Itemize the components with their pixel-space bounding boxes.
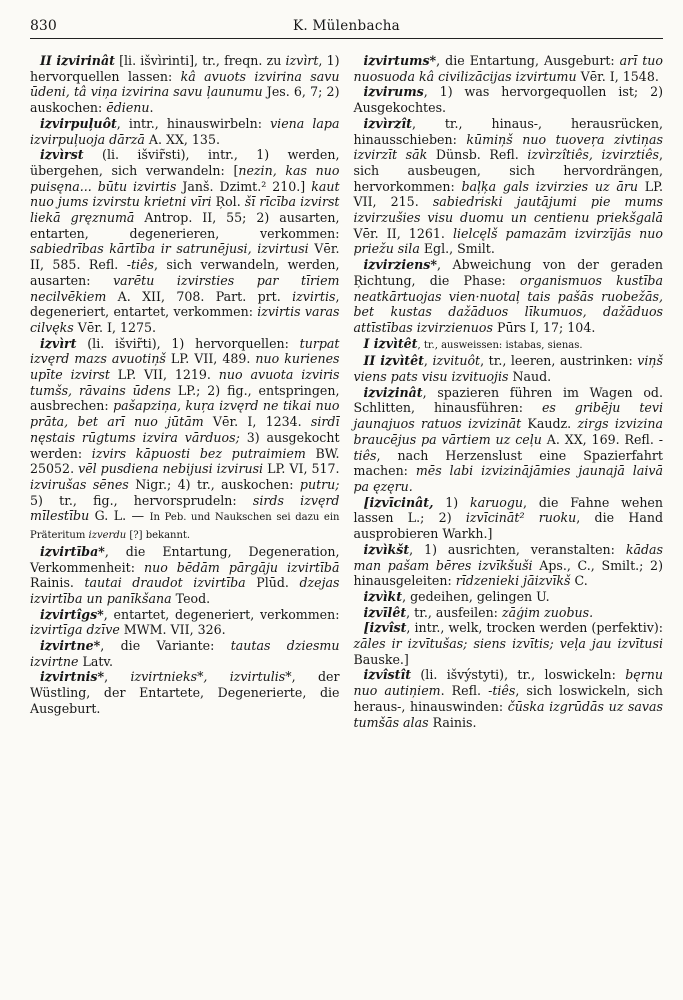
entry-text: Egl., Smilt. xyxy=(419,241,495,257)
entry-example: sirds izvęrd mīlestību xyxy=(30,492,340,524)
entry-text: G. L. — xyxy=(89,508,150,524)
entry-headword: izvìkt xyxy=(363,588,403,604)
entry-text: , xyxy=(104,669,131,685)
entry-text: , 1) hervorquellen lassen: xyxy=(30,53,340,84)
entry-text: , gedeihen, gelingen U. xyxy=(402,588,550,604)
entry-text: , sich verwandeln, werden, ausarten: xyxy=(30,257,340,288)
entry-example: sirdī nęstais rūgtums izvira vārduos; xyxy=(30,414,340,445)
entry-headword: [izvîst xyxy=(363,620,407,636)
entry-headword: izvirziens* xyxy=(363,257,437,273)
dictionary-entry xyxy=(354,116,664,257)
entry-text: Aps., C., Smilt.; 2) hinausgeleiten: xyxy=(353,557,663,589)
entry-text: Plūd. xyxy=(245,575,300,591)
entry-headword: izvìrst xyxy=(40,147,84,163)
running-title: K. Mülenbacha xyxy=(292,18,401,34)
entry-text: Vēr. I, 1234. xyxy=(203,414,311,430)
dictionary-entry xyxy=(30,116,340,147)
entry-example: -tiês xyxy=(488,683,516,699)
entry-example: putru; xyxy=(299,476,340,492)
entry-text: LP.; 2) fig., entspringen, ausbrechen: xyxy=(30,382,340,414)
page-header xyxy=(30,16,663,39)
dictionary-entry xyxy=(30,147,340,335)
entry-text: [li. išvìrinti], tr., freqn. zu xyxy=(114,53,286,68)
entry-example: rīdzenieki jāizvīkš xyxy=(455,573,571,589)
entry-example: zāles ir izvītušas; siens izvītis; veļa jau izvītusi xyxy=(353,636,663,652)
entry-example: nuo bēdām pārgāju izvirtībā xyxy=(143,559,340,575)
dictionary-entry xyxy=(30,607,340,638)
entry-text: , die Hand ausprobieren Warkh.] xyxy=(353,510,664,542)
entry-example: kâ avuots izvirina savu ūdeni, tâ viņa izvirina savu ļaunumu xyxy=(30,68,340,100)
dictionary-entry xyxy=(354,257,664,336)
entry-text: 5) tr., fig., hervorsprudeln: xyxy=(30,492,253,508)
entry-text: Vēr. I, 1548. xyxy=(576,68,659,84)
entry-example: izvirs kāpuosti bez putraimiem xyxy=(91,445,306,461)
entry-example: sabiedrības kārtība ir satrunējusi, izvirtusi xyxy=(30,241,309,257)
entry-text: Vēr. II, 1261. xyxy=(353,225,453,241)
entry-text: LP. VI, 517. xyxy=(263,461,340,477)
entry-headword: izvirtība* xyxy=(40,543,105,559)
entry-text: , degeneriert, entartet, verkommen: xyxy=(30,288,340,320)
dictionary-entry xyxy=(30,53,340,116)
entry-text: , die Entartung, Ausgeburt: xyxy=(436,53,620,68)
entry-text: Vēr. II, 585. Refl. xyxy=(30,241,340,273)
entry-note: izverdu xyxy=(88,530,127,542)
entry-note: , tr., ausweissen: istabas, sienas. xyxy=(417,339,583,351)
entry-headword: izvīlêt xyxy=(363,604,407,620)
entry-text: , nach Herzenslust eine Spazierfahrt machen: xyxy=(353,447,663,479)
entry-example: mēs labi izvizinājāmies jaunajā laivā pa ęzęru. xyxy=(353,463,663,494)
entry-headword: I izvìtêt xyxy=(363,335,418,351)
entry-text: , tr., ausfeilen: xyxy=(406,604,502,620)
entry-headword: izvirpuļuôt xyxy=(40,115,117,131)
entry-example: zirgs izvizina braucējus pa vārtiem uz ceļu xyxy=(353,416,664,447)
entry-example: šī rīcība izvirst liekā gręznumā xyxy=(30,194,340,226)
dictionary-entry xyxy=(354,353,664,384)
entry-text: Pūrs I, 17; 104. xyxy=(492,319,596,335)
entry-headword: izvirtîgs* xyxy=(40,606,104,622)
entry-text: . Refl. xyxy=(440,683,489,699)
entry-text: , intr., hinauswirbeln: xyxy=(116,115,271,131)
entry-example: izvirušas sēnes xyxy=(30,476,129,492)
entry-headword: II izvìtêt xyxy=(363,353,424,369)
entry-text: Bauske.] xyxy=(353,651,409,667)
entry-text: , Abweichung von der geraden Ŗichtung, die Phase: xyxy=(353,257,663,288)
entry-text: Naud. xyxy=(508,369,552,385)
entry-text: (li. išvýstyti), tr., loswickeln: xyxy=(411,667,626,683)
entry-headword: izvirtnis* xyxy=(40,669,105,685)
entry-text: Antrop. II, 55; 2) ausarten, entarten, degenerieren, verkommen: xyxy=(30,210,340,241)
entry-text: , tr., leeren, austrinken: xyxy=(480,353,638,369)
entry-example: -tiês xyxy=(353,431,663,463)
entry-text: , xyxy=(423,353,433,369)
entry-text: Vēr. I, 1275. xyxy=(73,319,157,335)
dictionary-entry xyxy=(354,495,664,542)
entry-example: izvìrzîtiês, izvirztiês xyxy=(527,147,659,163)
left-column xyxy=(30,53,340,730)
entry-example: nezin, kas nuo puisęna... būtu izvirtis xyxy=(30,162,340,194)
entry-headword: izvìrzît xyxy=(363,115,412,131)
page-number: 830 xyxy=(30,18,57,34)
entry-headword: II izvirinât xyxy=(40,53,115,68)
entry-example: nuo kurienes upīte izvirst xyxy=(30,351,340,383)
entry-example: viena lapa izvirpuļuoja dārzā xyxy=(30,115,340,147)
entry-example: čūska izgrūdās uz savas tumšās alas xyxy=(353,698,663,730)
entry-example: arī tuo nuosuoda kâ civilizācijas izvirtumu xyxy=(353,53,663,84)
entry-text: Jes. 6, 7; 2) auskochen: xyxy=(30,84,340,116)
dictionary-entry xyxy=(354,84,664,115)
entry-text: , tr., hinaus-, herausrücken, hinausschieben: xyxy=(353,115,663,147)
entry-text: Latv. xyxy=(78,653,114,669)
entry-text: , 1) ausrichten, veranstalten: xyxy=(409,541,626,557)
right-column xyxy=(354,53,664,730)
entry-example: varētu izvirsties par tīriem necilvēkiem xyxy=(30,272,340,304)
entry-text: MWM. VII, 326. xyxy=(119,622,226,638)
entry-text: , die Variante: xyxy=(100,638,231,654)
entry-text: A. XX, 135. xyxy=(144,131,220,147)
entry-text: , 1) was hervorgequollen ist; 2) Ausgekochtes. xyxy=(353,84,663,116)
entry-headword: izvìkšt xyxy=(363,541,410,557)
entry-text: BW. 25052. xyxy=(30,445,340,477)
entry-headword: izvîstît xyxy=(363,667,412,683)
dictionary-entry xyxy=(30,669,340,716)
entry-text: (li. išvir̃sti), intr., 1) werden, übergehen, sich verwandeln: [ xyxy=(30,147,340,178)
dictionary-entry xyxy=(354,385,664,495)
entry-headword: izvìrt xyxy=(40,335,77,351)
entry-example: izvìrt xyxy=(285,53,319,68)
entry-headword: izvirums xyxy=(363,84,424,100)
dictionary-entry xyxy=(30,336,340,544)
dictionary-entry xyxy=(30,638,340,669)
entry-example: tautas dziesmu izvirtne xyxy=(30,638,340,669)
entry-text: A. XX, 169. Refl. xyxy=(541,431,659,447)
entry-text: , die Entartung, Degeneration, Verkommenheit: xyxy=(30,543,340,575)
entry-example: vēl pusdiena nebijusi izvirusi xyxy=(78,461,264,477)
entry-example: baļķa gals izvirzies uz āru xyxy=(461,178,638,194)
entry-example: lielcęlš pamazām izvirzījās nuo priežu sila xyxy=(353,225,663,257)
entry-example: kaut nuo jums izvirstu krietni vīri xyxy=(30,178,340,210)
entry-headword: [izvīcinât, xyxy=(363,494,434,510)
entry-example: izvirtis xyxy=(292,288,336,304)
entry-text: , sich loswickeln, sich heraus-, hinauswinden: xyxy=(353,683,663,714)
entry-text: . xyxy=(149,100,154,116)
entry-text: C. xyxy=(570,573,588,589)
entry-text: Rainis. xyxy=(428,714,477,730)
entry-text: , sich ausbeugen, sich hervordrängen, hervorkommen: xyxy=(353,147,664,194)
entry-example: ēdienu xyxy=(106,100,150,116)
entry-text: Janš. Dzimt.² 210.] xyxy=(176,178,312,194)
entry-example: tautai draudot izvirtība xyxy=(84,575,246,591)
two-column-body xyxy=(30,53,663,730)
entry-text: , die Fahne wehen lassen L.; 2) xyxy=(353,494,663,526)
entry-text: LP. VII, 1219. xyxy=(109,367,219,383)
dictionary-entry xyxy=(354,542,664,589)
entry-text: (li. išvir̃ti), 1) hervorquellen: xyxy=(76,335,300,351)
entry-example: izvirtīga dzīve xyxy=(30,622,120,638)
entry-text: , entartet, degeneriert, verkommen: xyxy=(103,606,340,622)
entry-text: , intr., welk, trocken werden (perfektiv): xyxy=(406,620,663,636)
entry-example: izvirtis varas cilvęks xyxy=(30,304,340,335)
entry-example: es gribēju tevi jaunajuos ratuos izvizināt xyxy=(353,400,663,432)
entry-example: karuogu xyxy=(470,494,524,510)
entry-text: 3) ausgekocht werden: xyxy=(30,429,340,461)
entry-example: sabiedriski jautājumi pie mums izvirzušies visu duomu un centienu priekšgalā xyxy=(353,194,663,226)
entry-example: izvīcināt² ruoku xyxy=(465,510,577,526)
dictionary-entry xyxy=(354,605,664,621)
entry-text: , spazieren führen im Wagen od. Schlitten, hinausführen: xyxy=(353,384,663,416)
entry-headword: izvirtums* xyxy=(363,53,437,68)
entry-text: , der Wüstling, der Entartete, Degenerierte, die Ausgeburt. xyxy=(30,669,340,716)
entry-text: Nigr.; 4) tr., auskochen: xyxy=(128,476,300,492)
entry-example: bęrnu nuo autiņiem xyxy=(353,667,663,699)
entry-note: In Peb. und Naukschen sei dazu ein Präteritum xyxy=(30,512,340,542)
entry-text: Rainis. xyxy=(30,575,85,591)
entry-example: izvirtnieks*, izvirtulis* xyxy=(130,669,292,685)
entry-headword: izvizinât xyxy=(363,384,423,400)
entry-example: kādas man pašam bēres izvīkšuši xyxy=(353,541,663,573)
entry-example: kūmiņš nuo tuoveŗa zivtiņas izvirzīt sāk xyxy=(353,131,663,163)
entry-text: Teod. xyxy=(171,590,211,606)
entry-example: turpat izvęrd mazs avuotiņš xyxy=(30,335,340,367)
dictionary-entry xyxy=(354,336,664,354)
entry-example: organismuos kustība neatkārtuojas vien·nuotaļ tais pašās ruobežās, bet kustas dažāduos līkumuos, dažāduos attīstības izvirzienuos xyxy=(353,272,664,335)
entry-text: A. XII, 708. Part. prt. xyxy=(106,288,293,304)
dictionary-entry xyxy=(354,667,664,730)
entry-example: nuo avuota izviris tumšs, rāvains ūdens xyxy=(30,367,340,398)
entry-example: -tiês xyxy=(126,257,154,273)
dictionary-entry xyxy=(354,53,664,84)
entry-example: izvituôt xyxy=(432,353,481,369)
dictionary-entry xyxy=(354,589,664,605)
entry-text: Kaudz. xyxy=(521,416,578,432)
entry-text: LP. VII, 489. xyxy=(165,351,256,367)
entry-text: LP. VII, 215. xyxy=(353,178,663,210)
dictionary-entry xyxy=(30,544,340,607)
entry-example: zāģim zuobus. xyxy=(501,604,594,620)
dictionary-entry xyxy=(354,620,664,667)
entry-headword: izvirtne* xyxy=(40,638,101,654)
entry-text: Ŗol. xyxy=(211,194,245,210)
entry-example: pašapziņa, kuŗa izvęrd ne tikai nuo prāta, bet arī nuo jūtām xyxy=(30,398,340,430)
entry-text: 1) xyxy=(433,494,471,510)
entry-note: [?] bekannt. xyxy=(126,530,191,542)
entry-text: Dünsb. Refl. xyxy=(427,147,528,163)
entry-example: dzejas izvirtība un panīkšana xyxy=(30,575,340,606)
entry-example: viņš viens pats visu izvituojis xyxy=(353,353,663,385)
